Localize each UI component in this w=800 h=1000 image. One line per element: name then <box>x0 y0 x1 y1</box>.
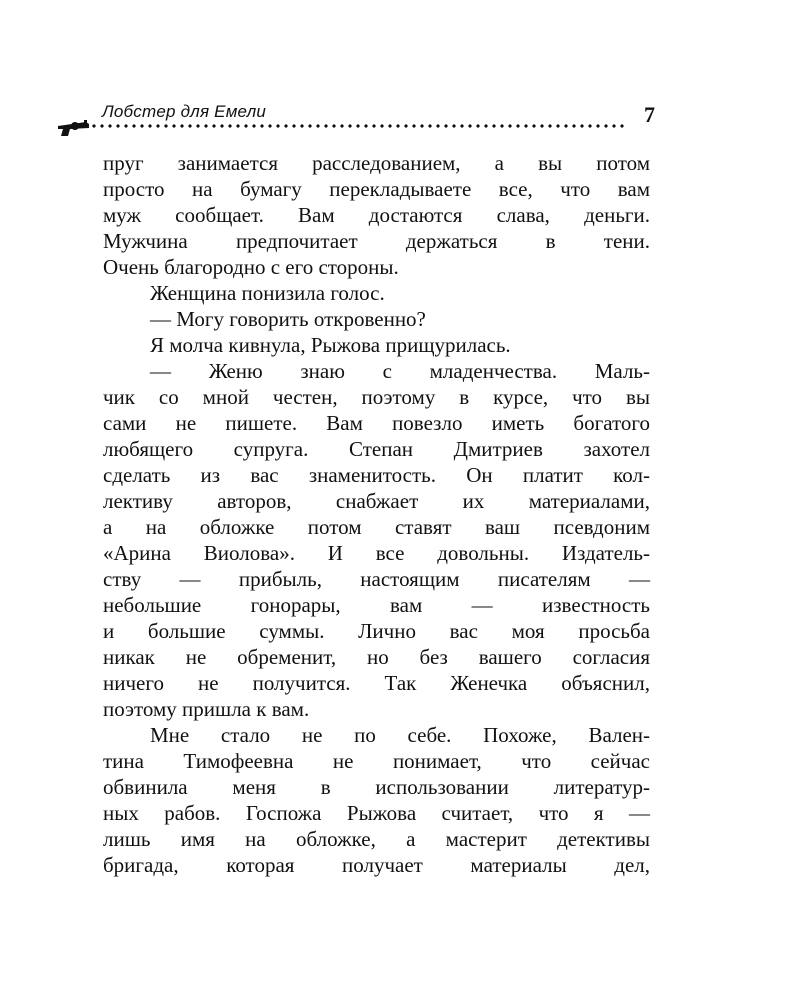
text-line: сами не пишете. Вам повезло иметь богатого <box>103 411 650 435</box>
dot-leader <box>90 124 625 128</box>
text-line: муж сообщает. Вам достаются слава, деньги. <box>103 203 650 227</box>
text-line: поэтому пришла к вам. <box>103 697 310 721</box>
text-line: лишь имя на обложке, а мастерит детективы <box>103 827 650 851</box>
text-line: обвинила меня в использовании литератур- <box>103 775 650 799</box>
text-line: чик со мной честен, поэтому в курсе, что вы <box>103 385 650 409</box>
text-line: сделать из вас знаменитость. Он платит кол- <box>103 463 650 487</box>
text-line: лективу авторов, снабжает их материалами, <box>103 489 650 513</box>
text-line: — Могу говорить откровенно? <box>150 307 426 331</box>
text-line: тина Тимофеевна не понимает, что сейчас <box>103 749 650 773</box>
text-line: «Арина Виолова». И все довольны. Издатель- <box>103 541 650 565</box>
text-line: пруг занимается расследованием, а вы потом <box>103 151 650 175</box>
body-text <box>103 150 650 878</box>
page-number: 7 <box>644 102 655 127</box>
text-line: ных рабов. Госпожа Рыжова считает, что я — <box>103 801 650 825</box>
text-line: Женщина понизила голос. <box>150 281 385 305</box>
text-line: ству — прибыль, настоящим писателям — <box>103 567 650 591</box>
text-line: Мне стало не по себе. Похоже, Вален- <box>150 723 650 747</box>
text-line: Мужчина предпочитает держаться в тени. <box>103 229 650 253</box>
text-line: и большие суммы. Лично вас моя просьба <box>103 619 650 643</box>
page-header <box>60 98 655 138</box>
running-title: Лобстер для Емели <box>102 102 267 121</box>
text-line: небольшие гонорары, вам — известность <box>103 593 650 617</box>
text-line: — Женю знаю с младенчества. Маль- <box>150 359 650 383</box>
text-line: бригада, которая получает материалы дел, <box>103 853 650 877</box>
text-line: Очень благородно с его стороны. <box>103 255 399 279</box>
revolver-icon <box>56 116 94 138</box>
text-line: просто на бумагу перекладываете все, что вам <box>103 177 650 201</box>
text-line: ничего не получится. Так Женечка объяснил, <box>103 671 650 695</box>
text-line: а на обложке потом ставят ваш псевдоним <box>103 515 650 539</box>
text-line: Я молча кивнула, Рыжова прищурилась. <box>150 333 511 357</box>
text-line: любящего супруга. Степан Дмитриев захотел <box>103 437 650 461</box>
text-line: никак не обременит, но без вашего согласия <box>103 645 650 669</box>
